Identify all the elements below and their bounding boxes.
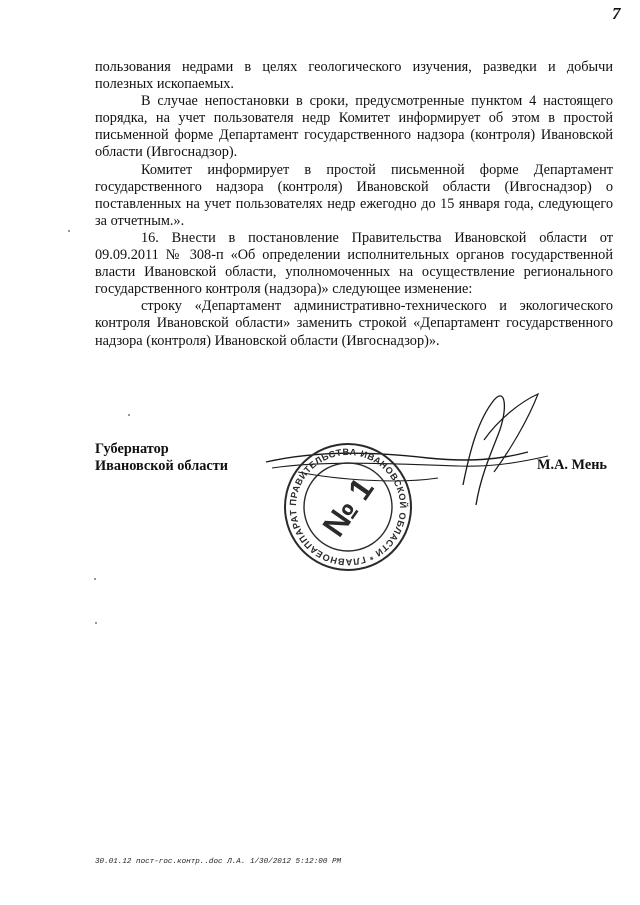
scan-speck <box>128 414 130 416</box>
signature-block <box>95 441 228 475</box>
signatory-region: Ивановской области <box>95 458 228 474</box>
svg-text:АППАРАТ ПРАВИТЕЛЬСТВА ИВАНОВСК: АППАРАТ ПРАВИТЕЛЬСТВА ИВАНОВСКОЙ ОБЛАСТИ * ГЛАВНОЕ <box>287 446 409 568</box>
scan-speck <box>95 622 97 624</box>
document-footer: 30.01.12 пост-гос.контр..doc Л.А. 1/30/2012 5:12:00 PM <box>95 858 342 866</box>
paragraph-3: Комитет информирует в простой письменной форме Департамент государственного надзора (контроля) Ивановской области (Ивгоснадзор) о поставленных на учет пользователях недр ежегодно до 15 января года, следующего за отчетным.». <box>95 161 613 229</box>
page-number: 7 <box>612 4 621 23</box>
scan-speck <box>94 578 96 580</box>
official-seal <box>281 440 415 574</box>
paragraph-4-clause-16: 16. Внести в постановление Правительства Ивановской области от 09.09.2011 № 308-п «Об определении исполнительных органов государственной власти Ивановской области, уполномоченных на осуществление регионального государственного контроля (надзора)» следующее изменение: <box>95 229 613 298</box>
signatory-title: Губернатор <box>95 441 169 457</box>
document-body <box>95 59 613 350</box>
paragraph-1: пользования недрами в целях геологического изучения, разведки и добычи полезных ископаемых. <box>95 59 613 93</box>
signatory-name: М.А. Мень <box>537 457 607 473</box>
paragraph-5: строку «Департамент административно-технического и экологического контроля Ивановской области» заменить строкой «Департамент государственного надзора (контроля) Ивановской области (Ивгоснадзор)». <box>95 298 613 349</box>
scan-speck <box>68 230 70 232</box>
svg-text:№ 1: № 1 <box>315 471 381 543</box>
paragraph-2: В случае непостановки в сроки, предусмотренные пунктом 4 настоящего порядка, на учет пользователя недр Комитет информирует об этом в простой письменной форме Департамент государственного надзора (контроля) Ивановской области (Ивгоснадзор). <box>95 93 613 161</box>
